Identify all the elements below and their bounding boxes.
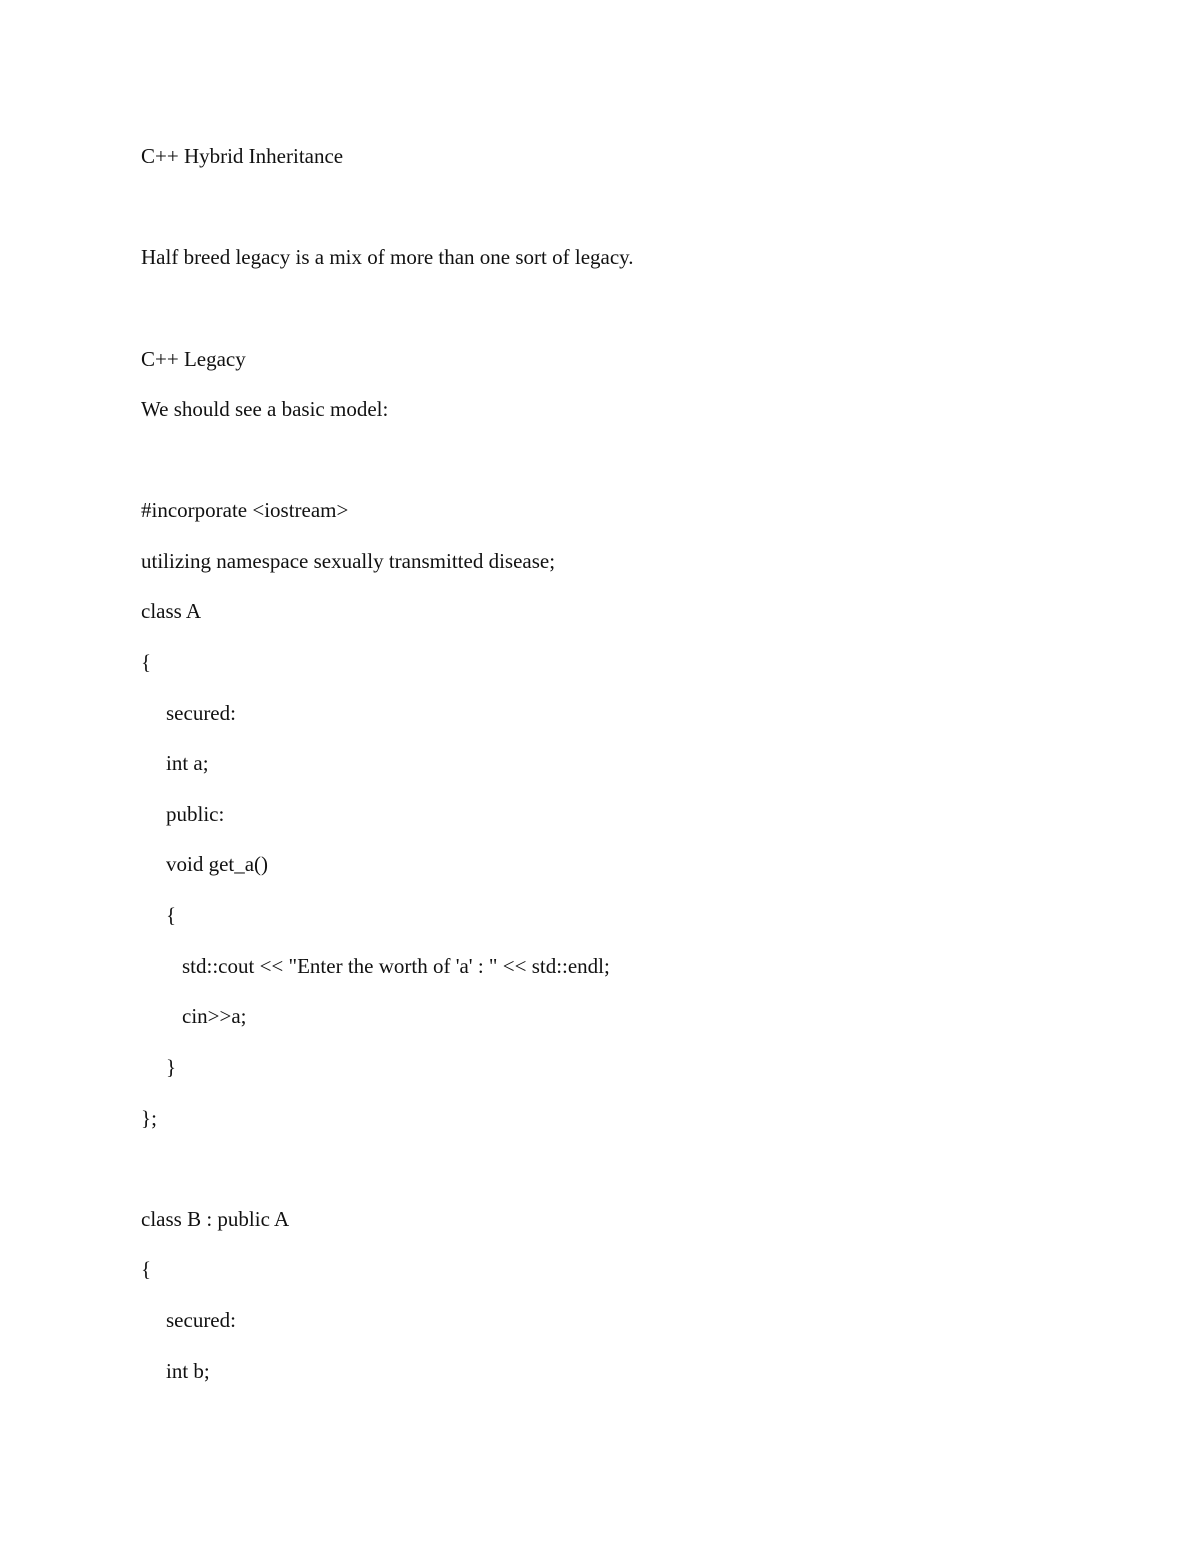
code-line: std::cout << "Enter the worth of 'a' : " << std::endl; bbox=[182, 954, 610, 978]
code-line: public: bbox=[166, 802, 225, 826]
code-line: class B : public A bbox=[141, 1207, 290, 1231]
section-heading: C++ Legacy bbox=[141, 347, 246, 371]
section-intro: We should see a basic model: bbox=[141, 397, 389, 421]
code-line: secured: bbox=[166, 701, 236, 725]
code-line: { bbox=[141, 650, 152, 674]
code-line: cin>>a; bbox=[182, 1004, 247, 1028]
code-line: int a; bbox=[166, 751, 209, 775]
code-line: secured: bbox=[166, 1308, 236, 1332]
intro-paragraph: Half breed legacy is a mix of more than one sort of legacy. bbox=[141, 245, 634, 269]
code-line: { bbox=[166, 903, 177, 927]
code-line: { bbox=[141, 1257, 152, 1281]
code-line: }; bbox=[141, 1106, 157, 1130]
code-line: #incorporate <iostream> bbox=[141, 498, 349, 522]
code-line: class A bbox=[141, 599, 202, 623]
document-title: C++ Hybrid Inheritance bbox=[141, 144, 344, 168]
code-line: utilizing namespace sexually transmitted disease; bbox=[141, 549, 556, 573]
code-line: int b; bbox=[166, 1359, 210, 1383]
code-line: } bbox=[166, 1055, 177, 1079]
code-line: void get_a() bbox=[166, 852, 269, 876]
